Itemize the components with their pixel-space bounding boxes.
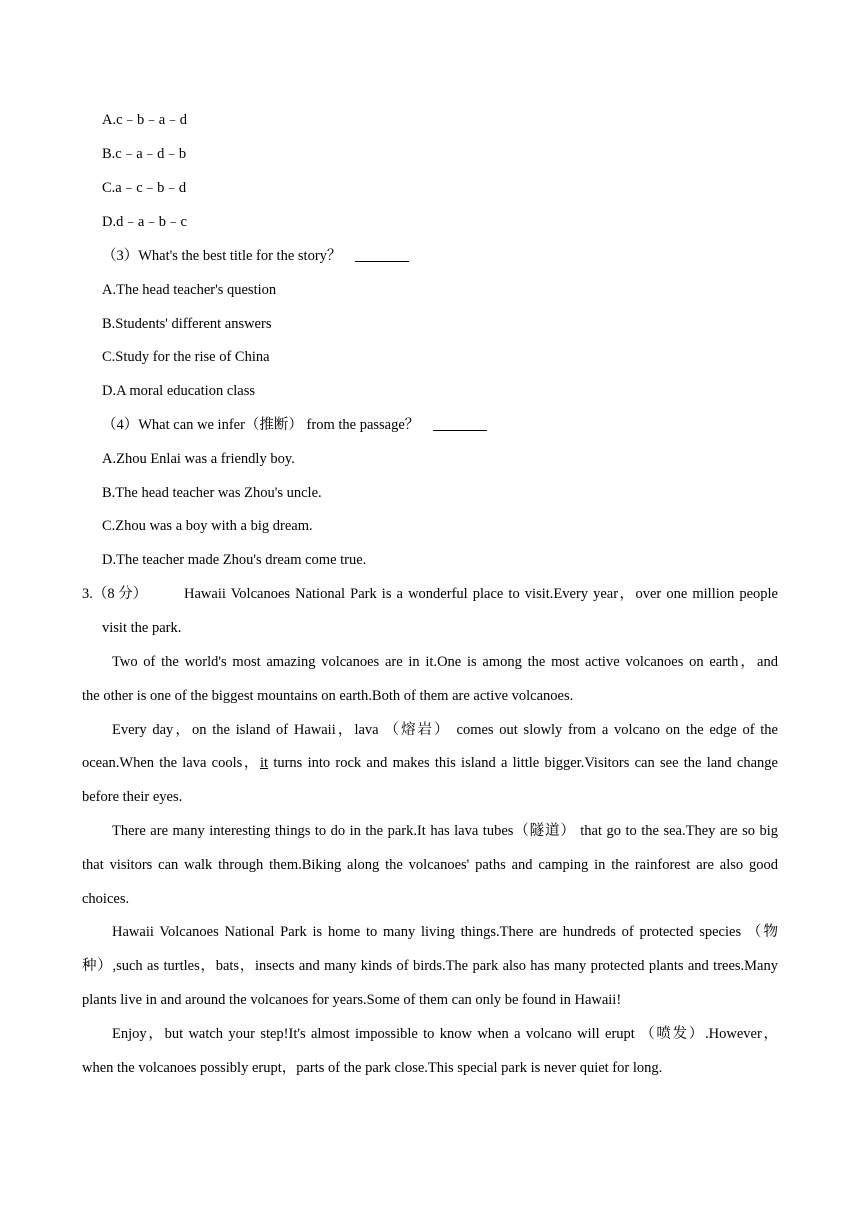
paragraph-5-end: when the volcanoes possibly erupt，parts of the park close.This special park is never quiet for long. <box>82 1060 663 1076</box>
option-c: C.Zhou was a boy with a big dream. <box>102 518 313 534</box>
paragraph-2-end: before their eyes. <box>82 789 183 805</box>
option-c: C.Study for the rise of China <box>102 349 270 365</box>
question-number: 3.（8 分） <box>82 586 148 602</box>
paragraph-3-end: choices. <box>82 891 130 907</box>
text: ocean.When the lava cools， <box>82 755 261 771</box>
option-d: D.The teacher made Zhou's dream come true. <box>102 552 367 568</box>
paragraph-5: Enjoy，but watch your step!It's almost impossible to know when a volcano will erupt （喷发）.However， <box>112 1026 778 1042</box>
option-b: B.Students' different answers <box>102 316 272 332</box>
paragraph-4-cont: 种）,such as turtles，bats，insects and many kinds of birds.The park also has many protected plants and trees.Many <box>82 958 778 974</box>
question-4-stem-text: （4）What can we infer（推断） from the passage？ <box>102 417 420 433</box>
answer-blank <box>433 416 487 431</box>
option-c: C.a﹣c﹣b﹣d <box>102 180 187 196</box>
option-a: A.The head teacher's question <box>102 282 277 298</box>
passage-intro-cont: visit the park. <box>102 620 182 636</box>
question-3-stem <box>102 246 409 266</box>
option-a: A.Zhou Enlai was a friendly boy. <box>102 451 295 467</box>
paragraph-1: Two of the world's most amazing volcanoes are in it.One is among the most active volcanoes on earth，and <box>112 654 778 670</box>
option-a: A.c﹣b﹣a﹣d <box>102 112 187 128</box>
question-3-stem-text: （3）What's the best title for the story？ <box>102 248 342 264</box>
option-d: D.d﹣a﹣b﹣c <box>102 214 187 230</box>
paragraph-4: Hawaii Volcanoes National Park is home to many living things.There are hundreds of protected species （物 <box>112 924 778 940</box>
answer-blank <box>355 247 409 262</box>
paragraph-3-cont: that visitors can walk through them.Biking along the volcanoes' paths and camping in the rainforest are also good <box>82 857 778 873</box>
option-b: B.c﹣a﹣d﹣b <box>102 146 187 162</box>
text: turns into rock and makes this island a little bigger.Visitors can see the land change <box>268 755 778 771</box>
passage-intro: Hawaii Volcanoes National Park is a wonderful place to visit.Every year，over one million people <box>184 586 778 602</box>
paragraph-3: There are many interesting things to do in the park.It has lava tubes（隧道） that go to the sea.They are so big <box>112 823 778 839</box>
paragraph-2: Every day，on the island of Hawaii，lava （熔岩） comes out slowly from a volcano on the edge of the <box>112 722 778 738</box>
question-4-stem <box>102 415 487 435</box>
option-b: B.The head teacher was Zhou's uncle. <box>102 485 322 501</box>
paragraph-1-cont: the other is one of the biggest mountains on earth.Both of them are active volcanoes. <box>82 688 574 704</box>
paragraph-4-end: plants live in and around the volcanoes for years.Some of them can only be found in Hawaii! <box>82 992 622 1008</box>
underlined-word: it <box>260 755 269 771</box>
option-d: D.A moral education class <box>102 383 256 399</box>
paragraph-2-cont <box>82 753 778 773</box>
